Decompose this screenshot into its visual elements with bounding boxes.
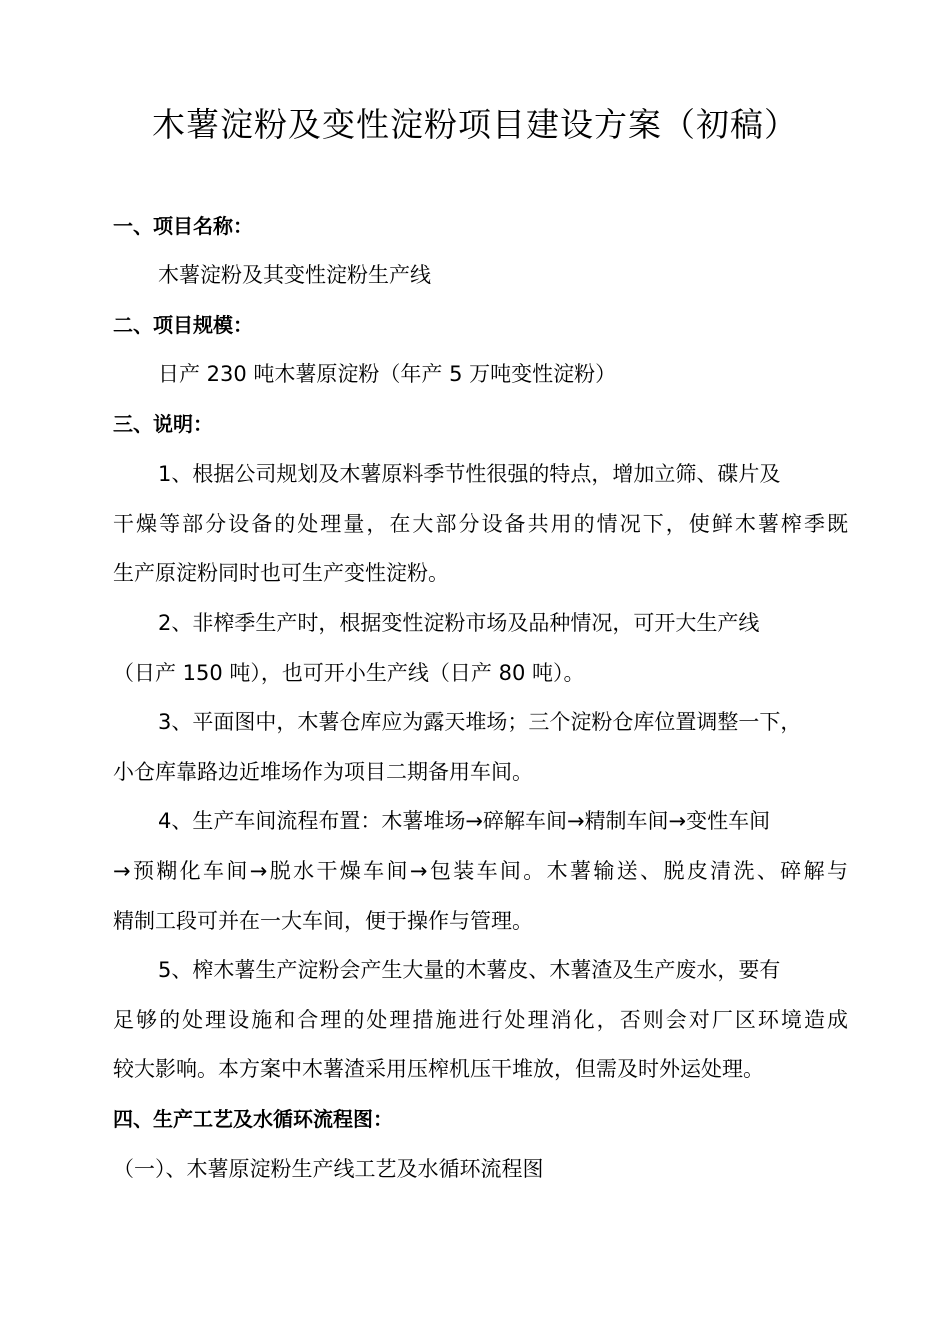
note-1-line-3: 生产原淀粉同时也可生产变性淀粉。 xyxy=(113,561,449,585)
note-2-line-2: （日产 150 吨），也可开小生产线（日产 80 吨）。 xyxy=(113,661,585,685)
note-1-line-1: 1、根据公司规划及木薯原料季节性很强的特点，增加立筛、碟片及 xyxy=(158,462,781,486)
note-5-line-2: 足够的处理设施和合理的处理措施进行处理消化，否则会对厂区环境造成 xyxy=(113,1008,848,1032)
section-heading-notes: 三、说明： xyxy=(113,412,213,436)
note-4-line-1: 4、生产车间流程布置：木薯堆场→碎解车间→精制车间→变性车间 xyxy=(158,809,771,833)
note-3-line-1: 3、平面图中，木薯仓库应为露天堆场；三个淀粉仓库位置调整一下， xyxy=(158,710,802,734)
note-2-line-1: 2、非榨季生产时，根据变性淀粉市场及品种情况，可开大生产线 xyxy=(158,611,760,635)
project-name-content: 木薯淀粉及其变性淀粉生产线 xyxy=(158,263,431,287)
note-1-line-2: 干燥等部分设备的处理量，在大部分设备共用的情况下，使鲜木薯榨季既 xyxy=(113,512,848,536)
note-5-line-1: 5、榨木薯生产淀粉会产生大量的木薯皮、木薯渣及生产废水，要有 xyxy=(158,958,781,982)
project-scale-content: 日产 230 吨木薯原淀粉（年产 5 万吨变性淀粉） xyxy=(158,362,617,386)
note-4-line-3: 精制工段可并在一大车间，便于操作与管理。 xyxy=(113,909,533,933)
section-heading-process-flow: 四、生产工艺及水循环流程图： xyxy=(113,1107,393,1131)
note-4-line-2: →预糊化车间→脱水干燥车间→包装车间。木薯输送、脱皮清洗、碎解与 xyxy=(113,859,848,883)
note-3-line-2: 小仓库靠路边近堆场作为项目二期备用车间。 xyxy=(113,760,533,784)
document-title: 木薯淀粉及变性淀粉项目建设方案（初稿） xyxy=(152,105,798,144)
section-heading-project-scale: 二、项目规模： xyxy=(113,313,253,337)
section-heading-project-name: 一、项目名称： xyxy=(113,214,253,238)
note-5-line-3: 较大影响。本方案中木薯渣采用压榨机压干堆放，但需及时外运处理。 xyxy=(113,1057,764,1081)
process-flow-subheading: （一）、木薯原淀粉生产线工艺及水循环流程图 xyxy=(113,1157,544,1181)
